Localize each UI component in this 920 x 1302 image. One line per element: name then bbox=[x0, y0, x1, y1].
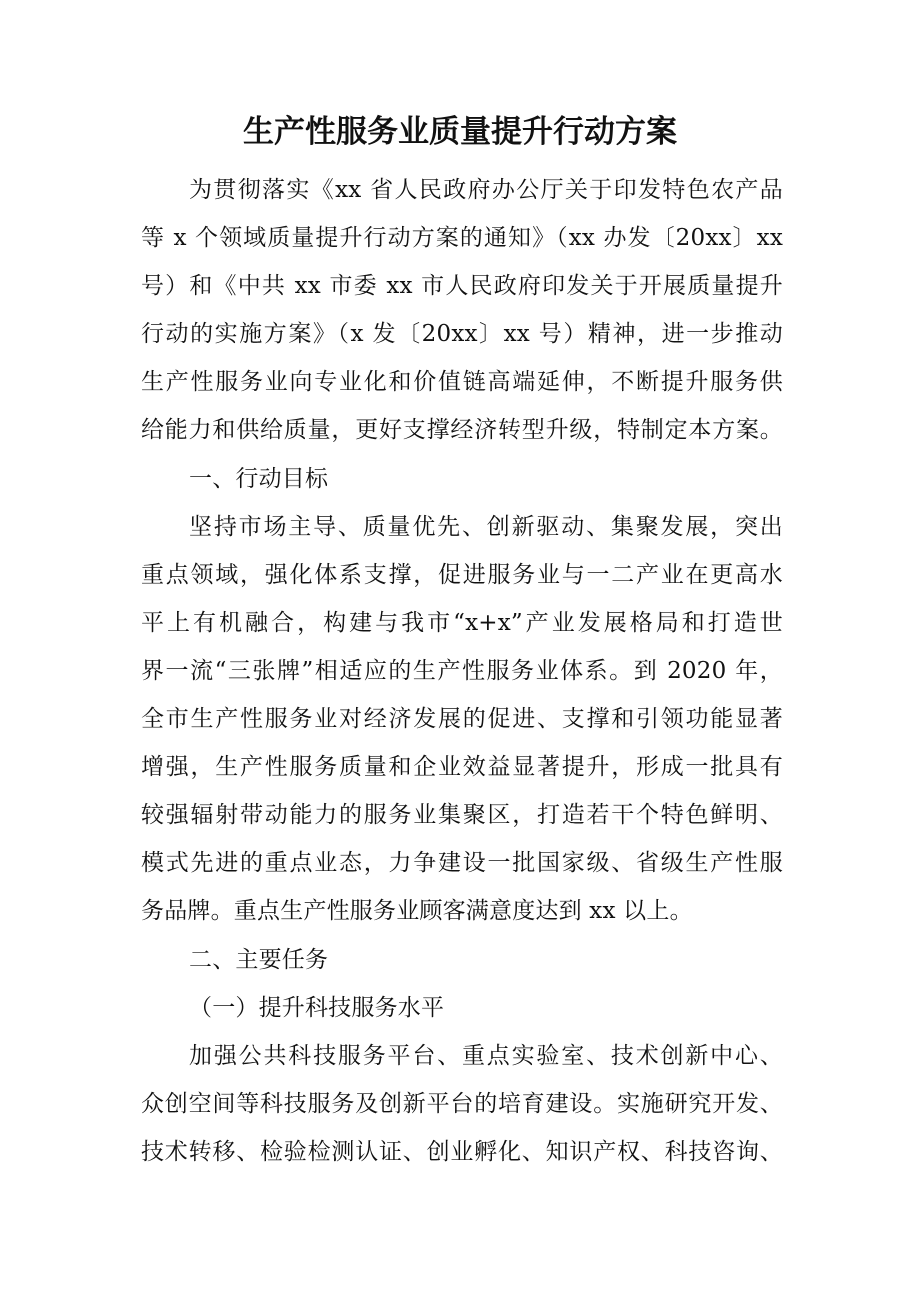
paragraph-line: 为贯彻落实《xx 省人民政府办公厅关于印发特色农产品 bbox=[189, 177, 783, 203]
paragraph-line: 行动的实施方案》（x 发〔20xx〕xx 号）精神，进一步推动 bbox=[141, 321, 783, 347]
paragraph-line: 技术转移、检验检测认证、创业孵化、知识产权、科技咨询、 bbox=[141, 1139, 783, 1165]
paragraph-line: 模式先进的重点业态，力争建设一批国家级、省级生产性服 bbox=[141, 850, 783, 876]
subsection-heading: （一）提升科技服务水平 bbox=[189, 995, 445, 1021]
paragraph-line: 全市生产性服务业对经济发展的促进、支撑和引领功能显著 bbox=[141, 706, 783, 732]
paragraph-line: 务品牌。重点生产性服务业顾客满意度达到 xx 以上。 bbox=[141, 898, 693, 924]
section-heading: 一、行动目标 bbox=[189, 466, 329, 492]
paragraph-line: 重点领域，强化体系支撑，促进服务业与一二产业在更高水 bbox=[141, 562, 783, 588]
paragraph-line: 较强辐射带动能力的服务业集聚区，打造若干个特色鲜明、 bbox=[141, 802, 783, 828]
paragraph-line: 加强公共科技服务平台、重点实验室、技术创新中心、 bbox=[189, 1043, 783, 1069]
paragraph-line: 号）和《中共 xx 市委 xx 市人民政府印发关于开展质量提升 bbox=[141, 273, 783, 299]
paragraph-line: 平上有机融合，构建与我市“x+x”产业发展格局和打造世 bbox=[141, 610, 783, 636]
paragraph-line: 等 x 个领域质量提升行动方案的通知》（xx 办发〔20xx〕xx bbox=[141, 225, 783, 251]
paragraph-line: 坚持市场主导、质量优先、创新驱动、集聚发展，突出 bbox=[189, 514, 783, 540]
document-title: 生产性服务业质量提升行动方案 bbox=[243, 114, 677, 150]
paragraph-line: 增强，生产性服务质量和企业效益显著提升，形成一批具有 bbox=[141, 754, 783, 780]
section-heading: 二、主要任务 bbox=[189, 947, 329, 973]
paragraph-line: 生产性服务业向专业化和价值链高端延伸，不断提升服务供 bbox=[141, 369, 783, 395]
paragraph-line: 众创空间等科技服务及创新平台的培育建设。实施研究开发、 bbox=[141, 1091, 783, 1117]
paragraph-line: 界一流“三张牌”相适应的生产性服务业体系。到 2020 年， bbox=[141, 658, 783, 684]
paragraph-line: 给能力和供给质量，更好支撑经济转型升级，特制定本方案。 bbox=[141, 417, 783, 443]
